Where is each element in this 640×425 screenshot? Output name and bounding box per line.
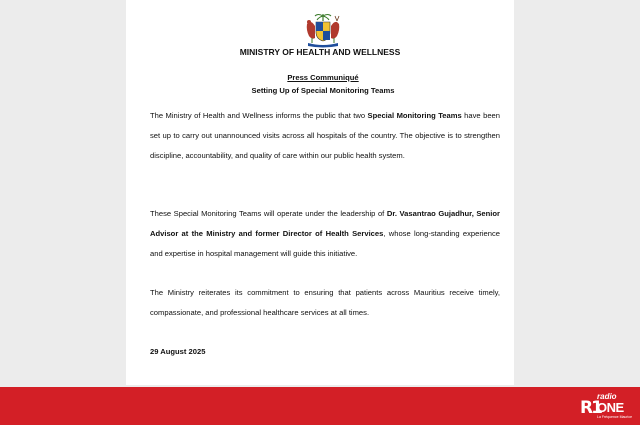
paragraph-leadership	[150, 204, 500, 264]
ministry-name: MINISTRY OF HEALTH AND WELLNESS	[239, 47, 401, 57]
paragraph-text: , whose long-standing experience and expertise in hospital management will guide this initiative.	[150, 229, 501, 258]
paragraph-text: have been set up to carry out unannounced visits across all hospitals of the country. The objective is to strengthen discipline, accountability, and quality of care within our public health system.	[150, 111, 500, 160]
paragraph-text: These Special Monitoring Teams will operate under the leadership of	[150, 209, 387, 218]
paragraph-emphasis: Dr. Vasantrao Gujadhur, Senior Advisor at the Ministry and former Director of Health Services	[150, 209, 500, 238]
paragraph-text: The Ministry of Health and Wellness informs the public that two	[150, 111, 368, 120]
paragraph-commitment: The Ministry reiterates its commitment to ensuring that patients across Mauritius receive timely, compassionate, and professional healthcare services at all times.	[150, 288, 500, 317]
paragraph-announcement	[150, 106, 500, 166]
logo-mark: R1	[580, 398, 601, 418]
document-title: Setting Up of Special Monitoring Teams	[251, 86, 395, 95]
logo-tagline: La Fréquence Maurice	[597, 415, 633, 419]
logo-radio-text: radio	[597, 392, 617, 401]
document-page	[126, 0, 514, 385]
radio-one-logo	[580, 392, 633, 421]
document-type: Press Communiqué	[287, 73, 359, 82]
coat-of-arms-icon	[303, 12, 343, 48]
footer-bar	[0, 387, 640, 425]
logo-one-text: ONE	[597, 400, 624, 415]
paragraph-emphasis: Special Monitoring Teams	[367, 111, 462, 120]
document-date: 29 August 2025	[150, 347, 206, 356]
